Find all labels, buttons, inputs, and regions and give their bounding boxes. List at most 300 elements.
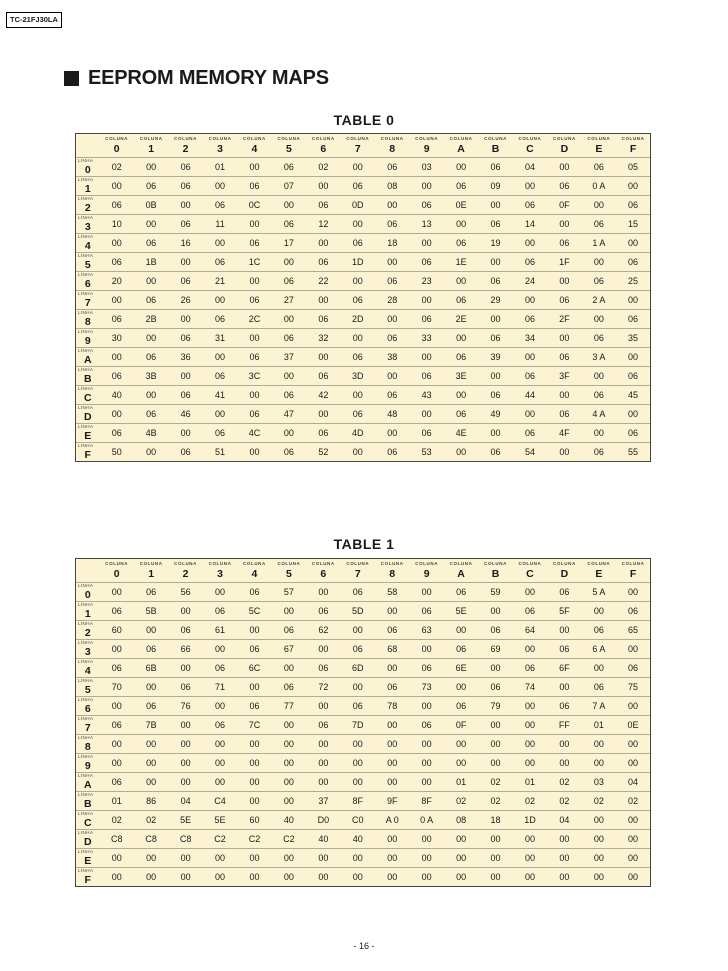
table-row — [76, 367, 651, 386]
memory-cell: 00 — [616, 754, 650, 773]
memory-cell: 37 — [272, 348, 306, 367]
memory-cell: 06 — [409, 659, 443, 678]
memory-cell: 06 — [547, 405, 581, 424]
memory-cell: D0 — [306, 811, 340, 830]
memory-cell: 00 — [616, 640, 650, 659]
memory-cell: 06 — [616, 253, 650, 272]
column-number: B — [491, 568, 500, 580]
memory-cell: 00 — [478, 735, 512, 754]
memory-cell: 00 — [444, 830, 478, 849]
memory-cell: 06 — [616, 196, 650, 215]
memory-cell: 06 — [100, 196, 134, 215]
memory-cell: 00 — [409, 177, 443, 196]
memory-cell: 5F — [547, 602, 581, 621]
memory-cell: 00 — [547, 272, 581, 291]
row-number: A — [83, 779, 92, 791]
memory-cell: 02 — [547, 792, 581, 811]
memory-cell: 02 — [444, 792, 478, 811]
memory-cell: 06 — [341, 640, 375, 659]
memory-cell: 06 — [513, 253, 547, 272]
column-word-label: COLUNA — [552, 136, 576, 141]
column-number: 1 — [148, 568, 155, 580]
memory-cell: 06 — [237, 291, 271, 310]
memory-cell: 00 — [237, 443, 271, 462]
table-row — [76, 602, 651, 621]
table-row — [76, 405, 651, 424]
memory-cell: 00 — [547, 849, 581, 868]
row-number: 1 — [84, 183, 91, 195]
row-header — [76, 697, 100, 716]
memory-cell: 3E — [444, 367, 478, 386]
memory-cell: 07 — [272, 177, 306, 196]
memory-cell: 00 — [100, 583, 134, 602]
row-number: C — [83, 817, 92, 829]
table-row — [76, 621, 651, 640]
memory-cell: 55 — [616, 443, 650, 462]
memory-cell: 06 — [547, 640, 581, 659]
memory-cell: 00 — [168, 754, 202, 773]
row-word-label: LINHA — [78, 659, 94, 664]
row-number: 1 — [84, 608, 91, 620]
memory-cell: 10 — [100, 215, 134, 234]
row-number: 2 — [84, 627, 91, 639]
memory-cell: 06 — [203, 196, 237, 215]
column-header-row — [76, 134, 651, 158]
memory-cell: 5E — [168, 811, 202, 830]
memory-cell: 00 — [100, 640, 134, 659]
row-header — [76, 716, 100, 735]
row-header — [76, 367, 100, 386]
page-title: EEPROM MEMORY MAPS — [88, 66, 329, 89]
memory-cell: 06 — [582, 329, 616, 348]
memory-cell: 40 — [272, 811, 306, 830]
memory-cell: 00 — [341, 621, 375, 640]
memory-cell: 06 — [513, 310, 547, 329]
memory-cell: 00 — [306, 773, 340, 792]
memory-cell: 06 — [341, 234, 375, 253]
row-word-label: LINHA — [78, 234, 94, 239]
memory-cell: 00 — [616, 849, 650, 868]
memory-cell: 06 — [203, 310, 237, 329]
memory-cell: 0B — [134, 196, 168, 215]
column-number: 7 — [354, 568, 361, 580]
memory-cell: 06 — [582, 621, 616, 640]
column-header — [100, 559, 134, 583]
memory-cell: 08 — [375, 177, 409, 196]
memory-cell: 36 — [168, 348, 202, 367]
memory-cell: A 0 — [375, 811, 409, 830]
memory-cell: 00 — [237, 792, 271, 811]
memory-cell: 38 — [375, 348, 409, 367]
memory-cell: 00 — [409, 405, 443, 424]
memory-cell: 06 — [168, 329, 202, 348]
memory-cell: 06 — [444, 640, 478, 659]
column-word-label: COLUNA — [587, 136, 611, 141]
memory-cell: 00 — [272, 196, 306, 215]
memory-cell: 00 — [444, 443, 478, 462]
memory-cell: 06 — [134, 640, 168, 659]
memory-cell: 06 — [168, 621, 202, 640]
memory-cell: 00 — [375, 424, 409, 443]
memory-cell: 00 — [306, 583, 340, 602]
column-word-label: COLUNA — [105, 136, 129, 141]
row-word-label: LINHA — [78, 773, 94, 778]
memory-cell: 00 — [134, 868, 168, 887]
memory-cell: 5 A — [582, 583, 616, 602]
column-header — [375, 559, 409, 583]
memory-cell: 02 — [100, 158, 134, 177]
row-header — [76, 602, 100, 621]
memory-cell: 32 — [306, 329, 340, 348]
memory-cell: 00 — [547, 215, 581, 234]
memory-cell: 67 — [272, 640, 306, 659]
row-header — [76, 272, 100, 291]
memory-cell: 06 — [547, 583, 581, 602]
column-number: A — [457, 143, 465, 155]
memory-cell: 4C — [237, 424, 271, 443]
table-row — [76, 811, 651, 830]
memory-cell: 00 — [375, 754, 409, 773]
memory-cell: 0F — [444, 716, 478, 735]
memory-cell: 00 — [341, 443, 375, 462]
memory-cell: 06 — [444, 291, 478, 310]
memory-cell: 00 — [513, 849, 547, 868]
memory-cell: 00 — [272, 424, 306, 443]
memory-cell: 00 — [547, 386, 581, 405]
table-row — [76, 583, 651, 602]
memory-cell: 0 A — [409, 811, 443, 830]
table-row — [76, 640, 651, 659]
row-header — [76, 868, 100, 887]
memory-cell: 02 — [582, 792, 616, 811]
memory-cell: 6D — [341, 659, 375, 678]
memory-cell: 00 — [582, 196, 616, 215]
column-number: 8 — [389, 568, 396, 580]
memory-cell: 06 — [100, 310, 134, 329]
row-header — [76, 386, 100, 405]
memory-cell: 28 — [375, 291, 409, 310]
memory-cell: 05 — [616, 158, 650, 177]
memory-cell: 00 — [134, 621, 168, 640]
memory-cell: 51 — [203, 443, 237, 462]
memory-cell: 00 — [272, 754, 306, 773]
memory-cell: 13 — [409, 215, 443, 234]
memory-cell: 00 — [100, 754, 134, 773]
memory-cell: 00 — [237, 849, 271, 868]
memory-cell: 06 — [616, 424, 650, 443]
memory-cell: 06 — [272, 443, 306, 462]
memory-cell: 06 — [306, 659, 340, 678]
memory-cell: 7B — [134, 716, 168, 735]
column-header — [134, 559, 168, 583]
memory-cell: 4D — [341, 424, 375, 443]
memory-cell: 06 — [306, 424, 340, 443]
memory-cell: 00 — [168, 602, 202, 621]
memory-cell: 06 — [409, 196, 443, 215]
memory-cell: 06 — [547, 177, 581, 196]
column-header — [409, 559, 443, 583]
memory-cell: 00 — [375, 196, 409, 215]
memory-cell: 52 — [306, 443, 340, 462]
row-word-label: LINHA — [78, 621, 94, 626]
memory-cell: 06 — [134, 583, 168, 602]
memory-cell: 00 — [341, 215, 375, 234]
memory-cell: 06 — [306, 367, 340, 386]
row-header — [76, 640, 100, 659]
memory-cell: 06 — [409, 602, 443, 621]
column-word-label: COLUNA — [518, 136, 542, 141]
corner-cell — [76, 134, 100, 158]
memory-cell: 00 — [237, 158, 271, 177]
memory-cell: 00 — [341, 754, 375, 773]
memory-cell: 18 — [478, 811, 512, 830]
column-number: C — [526, 143, 534, 155]
memory-cell: 2B — [134, 310, 168, 329]
memory-cell: 39 — [478, 348, 512, 367]
memory-cell: 00 — [616, 811, 650, 830]
row-word-label: LINHA — [78, 697, 94, 702]
column-word-label: COLUNA — [105, 561, 129, 566]
memory-cell: 00 — [478, 754, 512, 773]
memory-cell: 06 — [203, 424, 237, 443]
memory-cell: 00 — [306, 754, 340, 773]
memory-cell: 00 — [478, 310, 512, 329]
row-header — [76, 735, 100, 754]
memory-cell: 00 — [100, 697, 134, 716]
memory-cell: 06 — [306, 716, 340, 735]
memory-cell: 06 — [168, 678, 202, 697]
row-header — [76, 849, 100, 868]
memory-cell: 06 — [409, 367, 443, 386]
row-header — [76, 792, 100, 811]
memory-cell: 00 — [134, 849, 168, 868]
row-word-label: LINHA — [78, 196, 94, 201]
memory-cell: 06 — [444, 348, 478, 367]
row-word-label: LINHA — [78, 716, 94, 721]
memory-cell: 00 — [616, 291, 650, 310]
memory-cell: 00 — [547, 158, 581, 177]
memory-cell: 00 — [444, 621, 478, 640]
memory-cell: 00 — [203, 291, 237, 310]
memory-cell: 06 — [341, 583, 375, 602]
memory-cell: 00 — [375, 310, 409, 329]
memory-cell: 00 — [616, 830, 650, 849]
column-word-label: COLUNA — [277, 136, 301, 141]
column-header — [237, 134, 271, 158]
memory-cell: 00 — [134, 272, 168, 291]
memory-cell: 06 — [237, 583, 271, 602]
memory-cell: 00 — [272, 849, 306, 868]
memory-cell: 06 — [375, 386, 409, 405]
memory-cell: 00 — [237, 773, 271, 792]
memory-cell: 00 — [134, 678, 168, 697]
row-number: F — [84, 874, 91, 886]
memory-cell: 06 — [547, 348, 581, 367]
memory-cell: 00 — [444, 329, 478, 348]
column-word-label: COLUNA — [380, 136, 404, 141]
memory-cell: 6C — [237, 659, 271, 678]
row-word-label: LINHA — [78, 367, 94, 372]
row-word-label: LINHA — [78, 735, 94, 740]
memory-cell: 01 — [100, 792, 134, 811]
memory-cell: 04 — [616, 773, 650, 792]
memory-cell: 00 — [168, 253, 202, 272]
column-word-label: COLUNA — [415, 561, 439, 566]
column-word-label: COLUNA — [174, 561, 198, 566]
row-header — [76, 329, 100, 348]
memory-cell: 1 A — [582, 234, 616, 253]
column-number: E — [595, 568, 603, 580]
column-word-label: COLUNA — [346, 561, 370, 566]
row-number: 3 — [84, 221, 91, 233]
memory-cell: 00 — [168, 849, 202, 868]
memory-cell: 0C — [237, 196, 271, 215]
memory-cell: 8F — [341, 792, 375, 811]
memory-cell: 06 — [100, 367, 134, 386]
row-number: 5 — [84, 684, 91, 696]
row-word-label: LINHA — [78, 640, 94, 645]
memory-cell: 06 — [478, 329, 512, 348]
row-header — [76, 253, 100, 272]
memory-cell: 00 — [134, 443, 168, 462]
memory-cell: 00 — [547, 868, 581, 887]
memory-cell: 00 — [134, 329, 168, 348]
memory-cell: 00 — [272, 367, 306, 386]
row-number: 0 — [84, 164, 91, 176]
memory-cell: 00 — [444, 735, 478, 754]
memory-cell: 00 — [409, 773, 443, 792]
memory-cell: 00 — [478, 716, 512, 735]
memory-cell: 06 — [409, 424, 443, 443]
column-header — [582, 134, 616, 158]
memory-cell: 06 — [237, 640, 271, 659]
memory-cell: 00 — [272, 773, 306, 792]
memory-cell: 7 A — [582, 697, 616, 716]
row-word-label: LINHA — [78, 272, 94, 277]
memory-cell: 06 — [168, 272, 202, 291]
memory-cell: 00 — [341, 678, 375, 697]
row-word-label: LINHA — [78, 291, 94, 296]
memory-cell: 00 — [409, 697, 443, 716]
memory-cell: 02 — [478, 792, 512, 811]
row-header — [76, 196, 100, 215]
column-word-label: COLUNA — [621, 136, 645, 141]
memory-cell: 00 — [409, 234, 443, 253]
memory-cell: 06 — [513, 196, 547, 215]
memory-cell: 00 — [582, 830, 616, 849]
memory-cell: 06 — [203, 716, 237, 735]
memory-cell: 6B — [134, 659, 168, 678]
row-header — [76, 291, 100, 310]
row-header — [76, 811, 100, 830]
column-word-label: COLUNA — [208, 136, 232, 141]
memory-cell: 00 — [100, 291, 134, 310]
memory-cell: 54 — [513, 443, 547, 462]
memory-cell: 00 — [582, 253, 616, 272]
memory-cell: 00 — [513, 640, 547, 659]
memory-cell: 78 — [375, 697, 409, 716]
corner-cell — [76, 559, 100, 583]
memory-cell: 06 — [237, 697, 271, 716]
memory-cell: 1C — [237, 253, 271, 272]
column-number: B — [491, 143, 500, 155]
memory-cell: 00 — [478, 868, 512, 887]
memory-cell: 56 — [168, 583, 202, 602]
column-number: F — [629, 143, 637, 155]
column-number: 0 — [113, 143, 120, 155]
memory-cell: 00 — [272, 735, 306, 754]
memory-cell: 06 — [100, 716, 134, 735]
memory-cell: 00 — [203, 405, 237, 424]
memory-cell: 00 — [547, 735, 581, 754]
column-word-label: COLUNA — [139, 136, 163, 141]
memory-cell: 06 — [478, 215, 512, 234]
row-word-label: LINHA — [78, 602, 94, 607]
column-word-label: COLUNA — [621, 561, 645, 566]
memory-cell: 00 — [478, 253, 512, 272]
table-row — [76, 659, 651, 678]
table-row — [76, 678, 651, 697]
memory-cell: 09 — [478, 177, 512, 196]
memory-cell: 06 — [203, 253, 237, 272]
memory-cell: 3B — [134, 367, 168, 386]
memory-cell: 00 — [203, 640, 237, 659]
memory-cell: 34 — [513, 329, 547, 348]
memory-cell: 00 — [306, 405, 340, 424]
model-tag: TC-21FJ30LA — [6, 12, 62, 28]
memory-cell: 00 — [237, 329, 271, 348]
memory-cell: 02 — [100, 811, 134, 830]
memory-cell: 00 — [134, 386, 168, 405]
memory-cell: 00 — [547, 329, 581, 348]
column-number: 1 — [148, 143, 155, 155]
memory-cell: 00 — [203, 868, 237, 887]
column-number: 7 — [354, 143, 361, 155]
column-number: 4 — [251, 568, 258, 580]
memory-cell: 27 — [272, 291, 306, 310]
column-header-row — [76, 559, 651, 583]
memory-cell: 00 — [375, 849, 409, 868]
memory-cell: 06 — [341, 348, 375, 367]
table-row — [76, 868, 651, 887]
memory-cell: 7C — [237, 716, 271, 735]
heading-square-icon — [64, 71, 79, 86]
memory-cell: 00 — [513, 583, 547, 602]
memory-cell: 06 — [100, 253, 134, 272]
memory-cell: 06 — [513, 424, 547, 443]
row-word-label: LINHA — [78, 329, 94, 334]
table-row — [76, 424, 651, 443]
memory-cell: 01 — [203, 158, 237, 177]
memory-cell: 00 — [237, 272, 271, 291]
column-word-label: COLUNA — [174, 136, 198, 141]
row-word-label: LINHA — [78, 158, 94, 163]
memory-cell: 00 — [168, 868, 202, 887]
memory-cell: 02 — [513, 792, 547, 811]
memory-cell: 00 — [134, 773, 168, 792]
row-header — [76, 405, 100, 424]
memory-cell: 73 — [409, 678, 443, 697]
memory-cell: 20 — [100, 272, 134, 291]
table-row — [76, 849, 651, 868]
memory-cell: 2C — [237, 310, 271, 329]
memory-cell: 68 — [375, 640, 409, 659]
row-word-label: LINHA — [78, 310, 94, 315]
memory-cell: C0 — [341, 811, 375, 830]
row-number: F — [84, 449, 91, 461]
memory-cell: 00 — [547, 754, 581, 773]
memory-cell: 72 — [306, 678, 340, 697]
